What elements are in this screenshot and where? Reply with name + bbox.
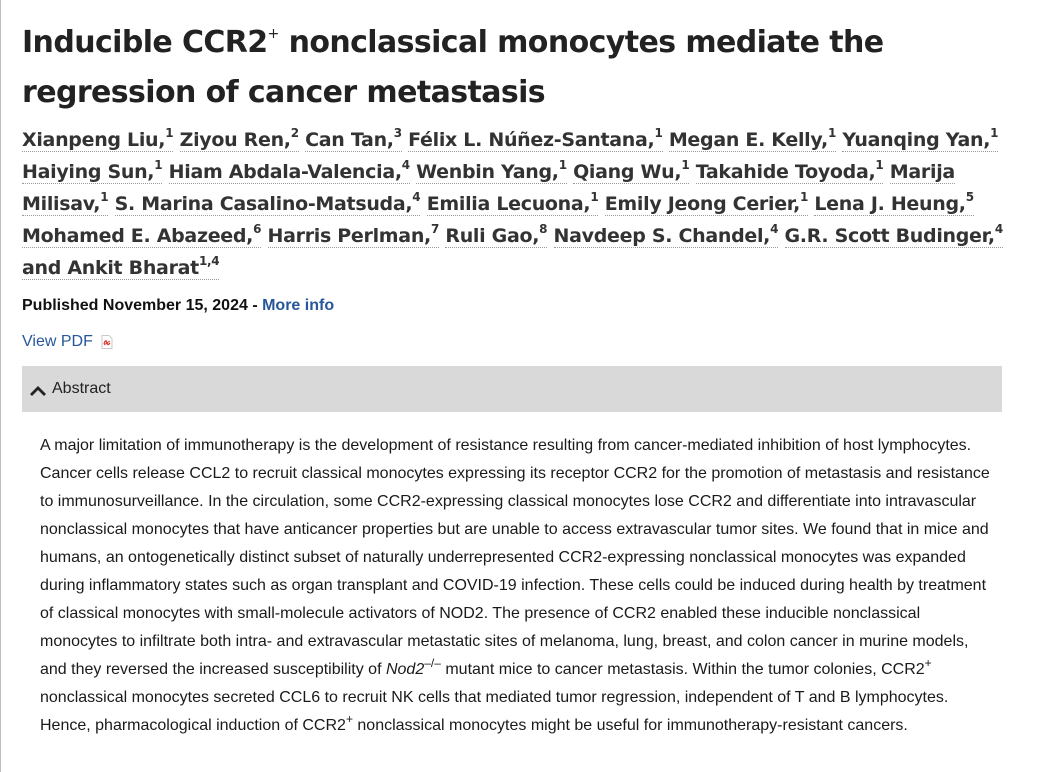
author-name[interactable]: Navdeep S. Chandel,$^4$ [553, 222, 779, 247]
affiliation-superscript: 1 [654, 126, 663, 140]
title-superscript: + [267, 26, 279, 42]
author-name[interactable]: Ziyou Ren,$^2$ [179, 126, 299, 151]
affiliation-superscript: 8 [539, 222, 548, 236]
affiliation-superscript: 1,4 [198, 254, 220, 268]
affiliation-superscript: 1 [558, 158, 567, 172]
affiliation-superscript: 2 [290, 126, 299, 140]
author-name[interactable]: Mohamed E. Abazeed,$^6$ [22, 222, 262, 247]
author-name[interactable]: Haiying Sun,$^1$ [22, 158, 163, 183]
left-border [0, 0, 1, 772]
affiliation-superscript: 3 [393, 126, 402, 140]
author-name[interactable]: Qiang Wu,$^1$ [573, 158, 690, 183]
author-name[interactable]: Megan E. Kelly,$^1$ [668, 126, 836, 151]
author-name[interactable]: G.R. Scott Budinger,$^4$ [784, 222, 1003, 247]
affiliation-superscript: 1 [799, 190, 809, 204]
author-name[interactable]: Hiam Abdala-Valencia,$^4$ [168, 158, 410, 183]
affiliation-superscript: 1 [154, 158, 163, 172]
author-name[interactable]: Marija Milisav,$^1$ [22, 161, 955, 215]
author-name[interactable]: Félix L. Núñez-Santana,$^1$ [408, 126, 663, 151]
gene-name: Nod2 [385, 661, 425, 678]
affiliation-superscript: 4 [401, 158, 410, 172]
chevron-up-icon [30, 383, 46, 395]
affiliation-superscript: 5 [965, 190, 974, 204]
affiliation-superscript: 1 [875, 158, 884, 172]
abstract-text: A major limitation of immunotherapy is the development of resistance resulting from cancer-mediated inhibition of host lymphocytes. Cancer cells release CCL2 to recruit classical monocytes expressing its receptor CCR2 for the promotion of metastasis and resistance to immunosurveillance. In the circulation, some CCR2-expressing classical monocytes lose CCR2 and differentiate into intravascular nonclassical monocytes that have anticancer properties but are unable to access extravascular tumor sites. We found that in mice and humans, an ontogenetically distinct subset of naturally underrepresented CCR2-expressing nonclassical monocytes was expanded during inflammatory states such as organ transplant and COVID-19 infection. These cells could be induced during health by treatment of classical monocytes with small-molecule activators of NOD2. The presence of CCR2 enabled these inducible nonclassical monocytes to infiltrate both intra- and extravascular metastatic sites of melanoma, lung, breast, and colon cancer in murine models, and they reversed the increased susceptibility of Nod2–/– mutant mice to cancer metastasis. Within the tumor colonies, CCR2+ nonclassical monocytes secreted CCL6 to recruit NK cells that mediated tumor regression, independent of T and B lymphocytes. Hence, pharmacological induction of CCR2+ nonclassical monocytes might be useful for immunotherapy-resistant cancers. [40, 437, 990, 734]
affiliation-superscript: 1 [165, 126, 174, 140]
author-name[interactable]: Wenbin Yang,$^1$ [416, 158, 567, 183]
author-name[interactable]: and Ankit Bharat$^{1,4}$ [22, 254, 220, 279]
article-container [22, 18, 1020, 740]
author-name[interactable]: S. Marina Casalino-Matsuda,$^4$ [114, 190, 421, 215]
author-name[interactable]: Emilia Lecuona,$^1$ [426, 190, 599, 215]
author-name[interactable]: Lena J. Heung,$^5$ [814, 190, 974, 215]
view-pdf-link[interactable] [22, 332, 1020, 352]
affiliation-superscript: 7 [430, 222, 440, 236]
author-name[interactable]: Yuanqing Yan,$^1$ [842, 126, 999, 151]
pdf-file-icon [101, 335, 113, 349]
author-list [22, 124, 1018, 284]
author-name[interactable]: Can Tan,$^3$ [305, 126, 402, 151]
author-name[interactable]: Takahide Toyoda,$^1$ [695, 158, 884, 183]
author-name[interactable]: Harris Perlman,$^7$ [267, 222, 440, 247]
view-pdf-label: View PDF [22, 333, 93, 350]
abstract-heading: Abstract [52, 380, 111, 397]
abstract-toggle[interactable] [22, 366, 1002, 412]
affiliation-superscript: 1 [590, 190, 599, 204]
author-name[interactable]: Xianpeng Liu,$^1$ [22, 126, 174, 151]
affiliation-superscript: 1 [100, 190, 109, 204]
author-name[interactable]: Ruli Gao,$^8$ [445, 222, 548, 247]
affiliation-superscript: 4 [412, 190, 421, 204]
affiliation-superscript: 1 [681, 158, 690, 172]
author-name[interactable]: Emily Jeong Cerier,$^1$ [604, 190, 809, 215]
affiliation-superscript: 4 [770, 222, 779, 236]
affiliation-superscript: 1 [990, 126, 999, 140]
article-title: Inducible CCR2+ nonclassical monocytes mediate the regression of cancer metastasis [22, 25, 884, 110]
affiliation-superscript: 4 [994, 222, 1003, 236]
more-info-link[interactable]: More info [262, 297, 335, 314]
affiliation-superscript: 1 [827, 126, 836, 140]
affiliation-superscript: 6 [253, 222, 262, 236]
publication-date: Published November 15, 2024 - More info [22, 297, 335, 314]
